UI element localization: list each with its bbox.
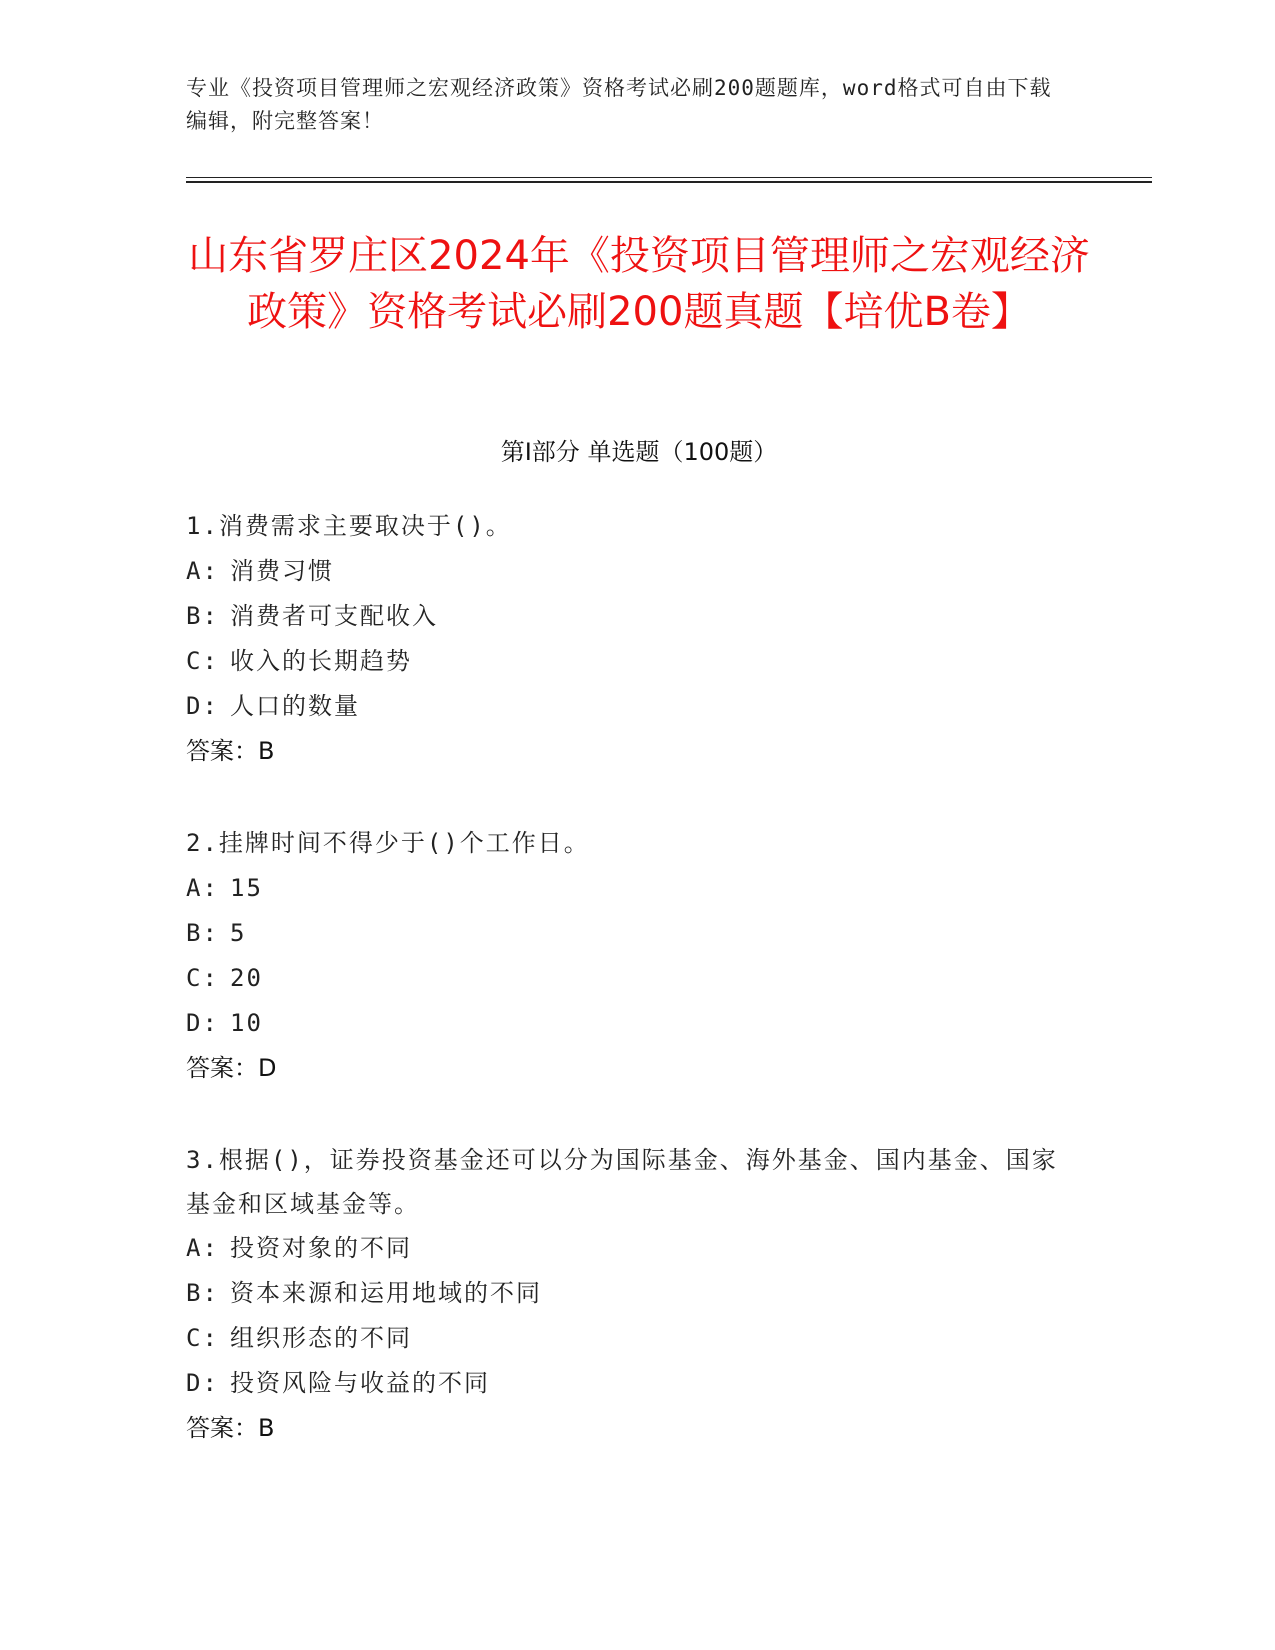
answer-line: 答案：B bbox=[186, 737, 275, 765]
option-text: 收入的长期趋势 bbox=[230, 647, 412, 675]
option-text: 投资风险与收益的不同 bbox=[230, 1369, 490, 1397]
option-text: 消费习惯 bbox=[230, 557, 334, 585]
answer-line: 答案：D bbox=[186, 1054, 277, 1082]
header-note: 专业《投资项目管理师之宏观经济政策》资格考试必刷200题题库，word格式可自由下载编辑，附完整答案！ bbox=[186, 76, 1052, 133]
option-key: B: bbox=[186, 1279, 219, 1307]
option-b bbox=[186, 911, 1066, 956]
option-d bbox=[186, 684, 1066, 729]
option-key: D: bbox=[186, 1369, 219, 1397]
option-a bbox=[186, 549, 1066, 594]
question-stem: 1.消费需求主要取决于()。 bbox=[186, 512, 512, 540]
option-key: B: bbox=[186, 919, 219, 947]
option-key: A: bbox=[186, 874, 219, 902]
question-1 bbox=[186, 504, 1066, 774]
option-c bbox=[186, 1316, 1066, 1361]
option-key: C: bbox=[186, 964, 219, 992]
option-key: D: bbox=[186, 1009, 219, 1037]
question-stem: 3.根据()，证券投资基金还可以分为国际基金、海外基金、国内基金、国家基金和区域基金等。 bbox=[186, 1146, 1058, 1218]
option-text: 资本来源和运用地域的不同 bbox=[230, 1279, 542, 1307]
answer-line: 答案：B bbox=[186, 1414, 275, 1442]
option-text: 消费者可支配收入 bbox=[230, 602, 438, 630]
header-divider-thin bbox=[186, 177, 1152, 178]
document-title: 山东省罗庄区2024年《投资项目管理师之宏观经济政策》资格考试必刷200题真题【培优B卷】 bbox=[188, 233, 1090, 335]
question-3 bbox=[186, 1138, 1066, 1451]
option-key: D: bbox=[186, 692, 219, 720]
option-a bbox=[186, 866, 1066, 911]
option-text: 20 bbox=[230, 964, 263, 992]
option-text: 5 bbox=[230, 919, 247, 947]
option-c bbox=[186, 956, 1066, 1001]
option-a bbox=[186, 1226, 1066, 1271]
question-2 bbox=[186, 821, 1066, 1091]
option-text: 10 bbox=[230, 1009, 263, 1037]
option-key: A: bbox=[186, 1234, 219, 1262]
header-divider-thick bbox=[186, 181, 1152, 183]
option-b bbox=[186, 594, 1066, 639]
option-d bbox=[186, 1001, 1066, 1046]
option-text: 15 bbox=[230, 874, 263, 902]
question-stem: 2.挂牌时间不得少于()个工作日。 bbox=[186, 829, 590, 857]
option-key: B: bbox=[186, 602, 219, 630]
option-c bbox=[186, 639, 1066, 684]
option-d bbox=[186, 1361, 1066, 1406]
option-key: A: bbox=[186, 557, 219, 585]
section-title: 第I部分 单选题（100题） bbox=[500, 438, 778, 466]
option-key: C: bbox=[186, 1324, 219, 1352]
option-text: 人口的数量 bbox=[230, 692, 360, 720]
option-b bbox=[186, 1271, 1066, 1316]
option-key: C: bbox=[186, 647, 219, 675]
option-text: 投资对象的不同 bbox=[230, 1234, 412, 1262]
option-text: 组织形态的不同 bbox=[230, 1324, 412, 1352]
